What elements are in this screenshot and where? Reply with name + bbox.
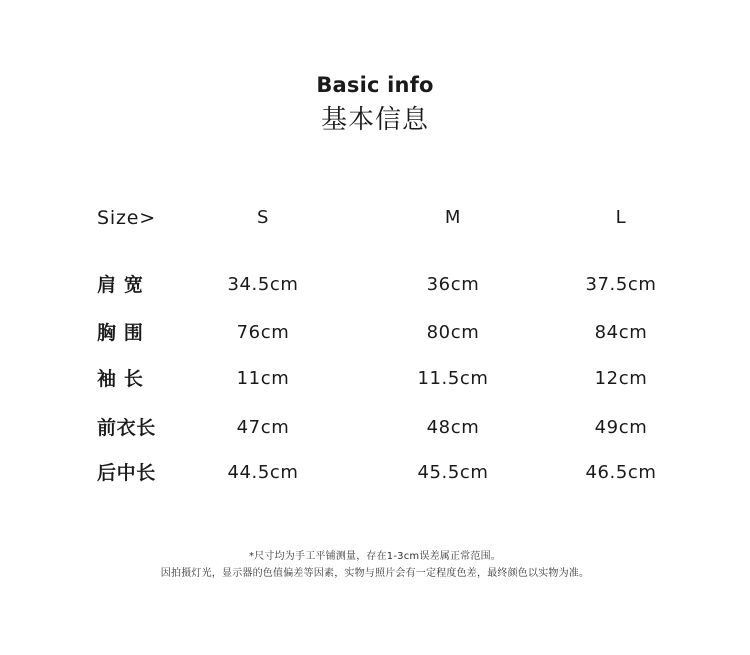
- size-label: Size>: [97, 207, 156, 229]
- row-label: 肩 宽: [97, 274, 144, 296]
- value-s: 44.5cm: [227, 462, 299, 483]
- page-title-zh: 基本信息: [320, 105, 429, 135]
- row-label: 袖 长: [97, 368, 144, 390]
- value-m: 36cm: [426, 274, 480, 295]
- value-l: 46.5cm: [585, 462, 657, 483]
- table-row-shoulder: [0, 270, 750, 300]
- row-label: 后中长: [97, 462, 156, 484]
- value-l: 37.5cm: [585, 274, 657, 295]
- measurement-note: *尺寸均为手工平铺测量，存在1-3cm误差属正常范围。: [249, 551, 501, 562]
- value-m: 80cm: [426, 322, 480, 343]
- value-s: 76cm: [236, 322, 290, 343]
- table-row-front-length: [0, 413, 750, 443]
- value-m: 45.5cm: [417, 462, 489, 483]
- value-m: 11.5cm: [417, 368, 489, 389]
- row-label: 胸 围: [97, 322, 144, 344]
- size-header-row: [0, 203, 750, 233]
- value-m: 48cm: [426, 417, 480, 438]
- size-m-header: M: [444, 207, 462, 228]
- value-l: 49cm: [594, 417, 648, 438]
- value-s: 47cm: [236, 417, 290, 438]
- value-l: 12cm: [594, 368, 648, 389]
- row-label: 前衣长: [97, 417, 156, 439]
- value-s: 34.5cm: [227, 274, 299, 295]
- table-row-back-length: [0, 458, 750, 488]
- value-l: 84cm: [594, 322, 648, 343]
- page-title-en: Basic info: [316, 73, 434, 97]
- value-s: 11cm: [236, 368, 290, 389]
- size-l-header: L: [615, 207, 627, 228]
- size-s-header: S: [256, 207, 270, 228]
- color-note: 因拍摄灯光，显示器的色值偏差等因素，实物与照片会有一定程度色差，最终颜色以实物为准。: [160, 568, 590, 579]
- table-row-sleeve: [0, 364, 750, 394]
- table-row-chest: [0, 318, 750, 348]
